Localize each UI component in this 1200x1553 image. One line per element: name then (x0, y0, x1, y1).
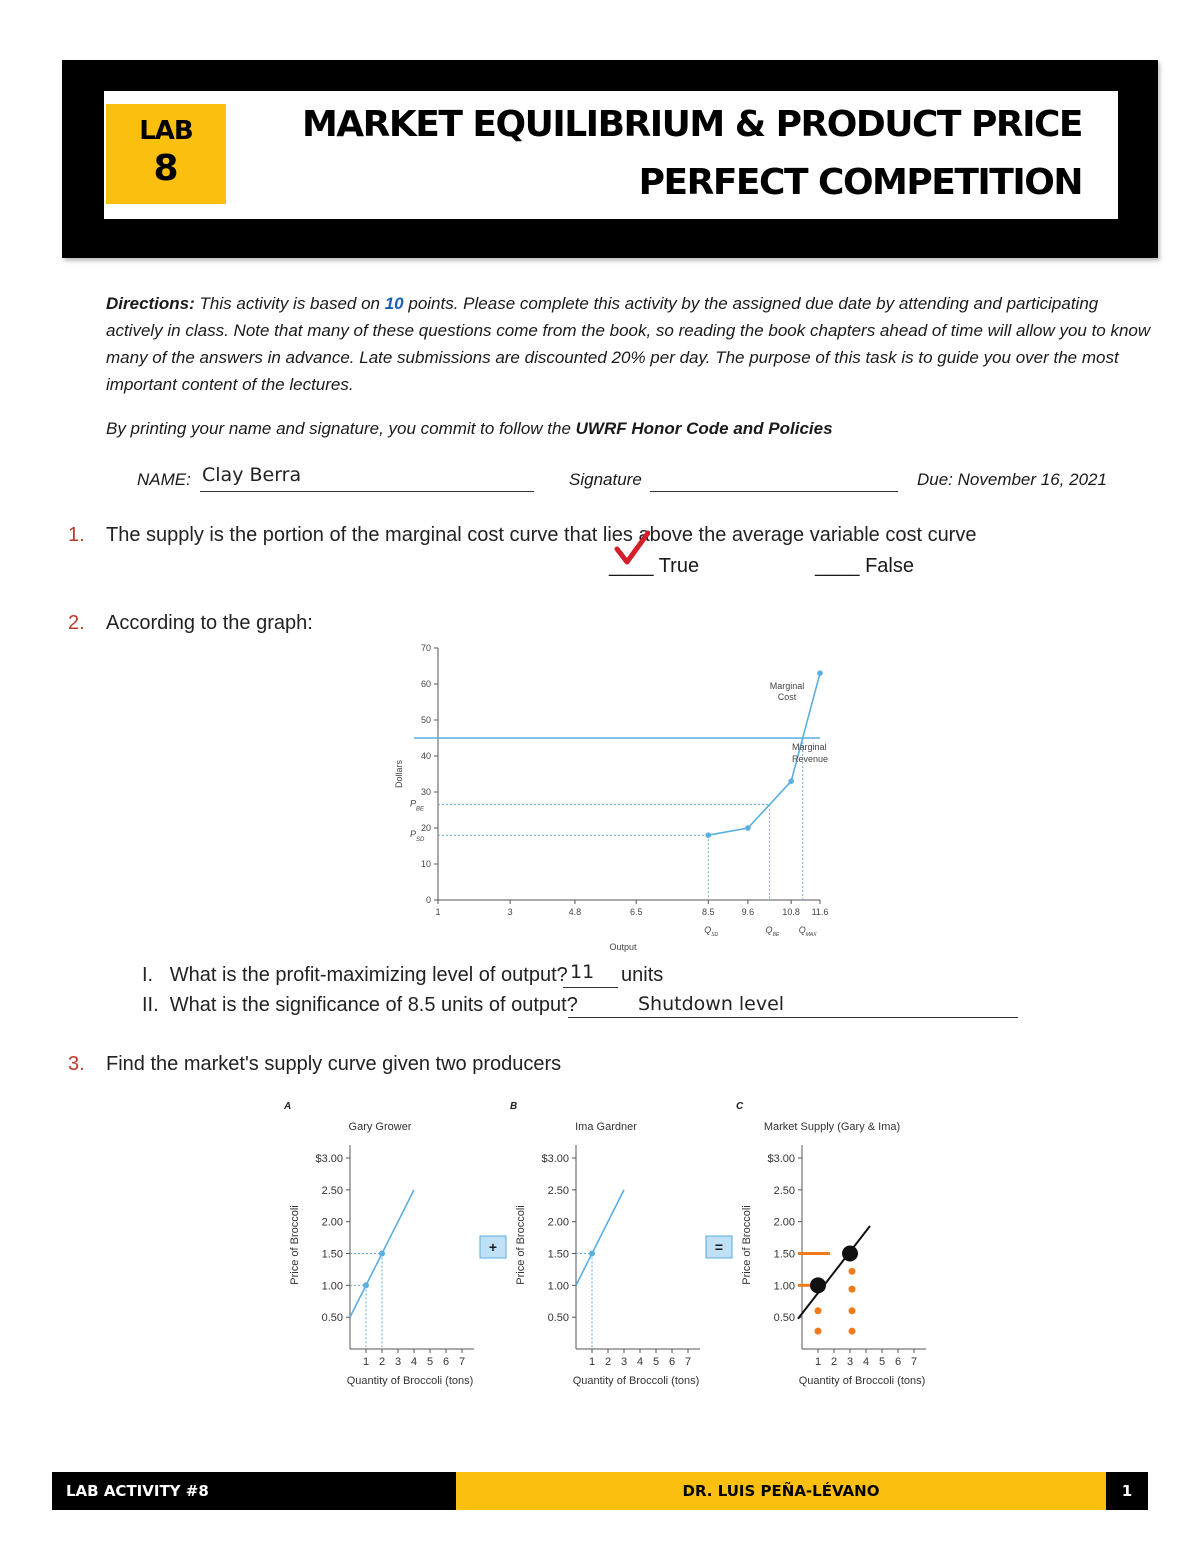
checkmark-icon (614, 530, 650, 568)
supply-point (379, 1251, 385, 1257)
q2-sub2-answer-field[interactable] (568, 992, 1018, 1018)
footer-author: DR. LUIS PEÑA-LÉVANO (456, 1472, 1106, 1510)
equals-operator (706, 1236, 732, 1258)
y-tick-label: 1.00 (773, 1280, 795, 1293)
mc-mr-chart (380, 636, 850, 960)
y-tick-label: 0.50 (547, 1312, 569, 1325)
x-tick-label: 4 (636, 1356, 644, 1368)
directions-text-b: points. Please complete this activity by the assigned due date by attending and participating actively in class. Note that many of these questions come from the book, so reading the book chapters ahead of time will allow you to know many of the answers in advance. Late submissions are discounted 20% per day. The purpose of this task is to guide you over the most important content of the lectures. (106, 294, 1151, 394)
directions-paragraph (106, 290, 1152, 398)
panel-B (510, 1101, 700, 1387)
q2-sub1-text: What is the profit-maximizing level of output? (169, 964, 568, 986)
x-tick-label: 6 (442, 1356, 450, 1368)
lab-word: LAB (139, 116, 193, 146)
price-marker-label: $P_{SD}$ (410, 829, 425, 844)
panel-title: Ima Gardner (575, 1121, 637, 1133)
output-marker-subscript: MAX (805, 932, 817, 938)
x-tick-label: 8.5 (702, 907, 715, 917)
plus-sign: + (488, 1239, 498, 1255)
x-tick-label: 11.6 (811, 907, 829, 917)
x-tick-label: 6 (668, 1356, 676, 1368)
market-supply-point (842, 1246, 858, 1262)
q2-sub2-answer: Shutdown level (638, 993, 785, 1015)
q1-text: The supply is the portion of the marginal cost curve that lies above the average variable cost curve (106, 524, 977, 546)
plus-operator (480, 1236, 506, 1258)
y-tick-label: 70 (420, 643, 431, 653)
hand-dot (815, 1328, 822, 1335)
q2-sub1 (142, 964, 568, 987)
lab-number: 8 (153, 148, 179, 189)
y-tick-label: 2.50 (773, 1184, 795, 1197)
page-title-line-2: PERFECT COMPETITION (638, 162, 1082, 203)
y-tick-label: 2.00 (773, 1216, 795, 1229)
hand-dot (849, 1268, 856, 1275)
x-tick-label: 5 (426, 1356, 434, 1368)
marginal-cost-point (745, 825, 751, 831)
supply-point (589, 1251, 595, 1257)
y-tick-label: 2.00 (547, 1216, 569, 1229)
broccoli-supply-charts (270, 1090, 950, 1396)
y-tick-label: $3.00 (767, 1153, 795, 1165)
x-tick-label: 4 (862, 1356, 870, 1368)
panel-A (283, 1101, 474, 1387)
market-supply-point (810, 1277, 826, 1293)
y-tick-label: 2.50 (321, 1184, 343, 1197)
q1-false-label: False (865, 555, 914, 577)
y-tick-label: 2.50 (547, 1184, 569, 1197)
marginal-revenue-label-2: Revenue (792, 754, 829, 764)
x-axis-label: Quantity of Broccoli (tons) (572, 1375, 700, 1387)
x-tick-label: 10.8 (782, 907, 800, 917)
honor-statement (106, 419, 833, 439)
marginal-cost-point (788, 778, 794, 784)
x-tick-label: 5 (878, 1356, 886, 1368)
q1-true-blank: ____ (609, 555, 654, 577)
hand-dot (815, 1307, 822, 1314)
y-tick-label: 0 (425, 895, 431, 905)
y-tick-label: 10 (420, 859, 431, 869)
marginal-cost-label-2: Cost (777, 692, 797, 702)
y-tick-label: 40 (420, 751, 431, 761)
price-marker-subscript: SD (416, 837, 425, 844)
page-title-line-1: MARKET EQUILIBRIUM & PRODUCT PRICE (301, 104, 1082, 145)
output-marker-label: $Q_{MAX}$ (798, 925, 817, 938)
y-tick-label: 0.50 (773, 1312, 795, 1325)
y-tick-label: 30 (420, 787, 431, 797)
panel-letter: B (510, 1101, 518, 1112)
y-tick-label: 60 (420, 679, 431, 689)
y-axis-label: Price of Broccoli (515, 1205, 527, 1285)
marginal-cost-label-1: Marginal (769, 681, 805, 691)
y-tick-label: 1.50 (547, 1248, 569, 1261)
q1-false-blank: ____ (815, 555, 860, 577)
q3-number: 3. (68, 1053, 85, 1075)
q1-false-option[interactable] (815, 555, 914, 578)
x-tick-label: 2 (604, 1356, 612, 1368)
x-tick-label: 5 (652, 1356, 660, 1368)
x-tick-label: 1 (435, 907, 441, 917)
x-tick-label: 7 (910, 1356, 918, 1368)
output-marker-subscript: SD (711, 932, 719, 938)
points-value: 10 (384, 294, 404, 313)
q1-true-label: True (658, 555, 700, 577)
x-tick-label: 2 (378, 1356, 386, 1368)
panel-letter: A (284, 1101, 292, 1112)
name-value: Clay Berra (202, 464, 302, 486)
x-tick-label: 3 (846, 1356, 854, 1368)
y-tick-label: 50 (420, 715, 431, 725)
y-tick-label: 1.00 (321, 1280, 343, 1293)
x-axis-label: Quantity of Broccoli (tons) (798, 1375, 926, 1387)
q1-number: 1. (68, 524, 85, 546)
q2-text: According to the graph: (106, 612, 313, 634)
signature-field[interactable] (650, 468, 898, 492)
q3-text: Find the market's supply curve given two producers (106, 1053, 562, 1075)
x-tick-label: 3 (620, 1356, 628, 1368)
panel-letter: C (736, 1101, 744, 1112)
panel-C (736, 1101, 926, 1387)
output-marker-subscript: BE (772, 932, 780, 938)
price-marker-label: $P_{BE}$ (410, 798, 425, 813)
output-marker-label: $Q_{BE}$ (765, 925, 780, 938)
price-marker-subscript: BE (416, 806, 425, 813)
y-axis-label: Price of Broccoli (741, 1205, 753, 1285)
footer (52, 1472, 1148, 1510)
y-tick-label: 2.00 (321, 1216, 343, 1229)
directions-label: Directions: (106, 294, 195, 313)
x-tick-label: 3 (394, 1356, 402, 1368)
q2-sub1-label: I. (142, 964, 154, 986)
directions-text-a: This activity is based on (194, 294, 385, 313)
q2-sub1-unit: units (621, 964, 664, 986)
x-tick-label: 9.6 (741, 907, 755, 917)
x-tick-label: 6.5 (629, 907, 643, 917)
x-tick-label: 6 (894, 1356, 902, 1368)
marginal-cost-point (817, 670, 823, 676)
hand-dot (849, 1307, 856, 1314)
y-tick-label: $3.00 (541, 1153, 569, 1165)
q2-sub1-answer: 11 (570, 961, 595, 983)
y-axis-label: Price of Broccoli (289, 1205, 301, 1285)
honor-code-bold: UWRF Honor Code and Policies (575, 419, 833, 438)
y-tick-label: 1.00 (547, 1280, 569, 1293)
y-axis-label: Dollars (394, 759, 404, 789)
x-axis-label: Quantity of Broccoli (tons) (346, 1375, 474, 1387)
x-tick-label: 7 (458, 1356, 466, 1368)
panel-title: Gary Grower (348, 1121, 412, 1133)
x-tick-label: 1 (588, 1356, 596, 1368)
q2-sub2-label: II. (142, 994, 159, 1016)
x-tick-label: 1 (362, 1356, 370, 1368)
name-label: NAME: (137, 470, 191, 489)
y-tick-label: $3.00 (315, 1153, 343, 1165)
y-tick-label: 20 (420, 823, 431, 833)
footer-activity: LAB ACTIVITY #8 (52, 1472, 456, 1510)
marginal-cost-point (705, 832, 711, 838)
lab-badge (104, 102, 228, 206)
due-date: Due: November 16, 2021 (917, 470, 1107, 489)
x-tick-label: 2 (830, 1356, 838, 1368)
y-tick-label: 0.50 (321, 1312, 343, 1325)
q2-sub2-text: What is the significance of 8.5 units of output? (169, 994, 578, 1016)
honor-text: By printing your name and signature, you commit to follow the (106, 419, 576, 438)
q2-number: 2. (68, 612, 85, 634)
hand-dot (849, 1286, 856, 1293)
x-tick-label: 4 (410, 1356, 418, 1368)
output-marker-label: $Q_{SD}$ (704, 925, 719, 938)
supply-point (363, 1282, 369, 1288)
supply-line (576, 1190, 624, 1286)
q2-sub2 (142, 994, 578, 1017)
equals-sign: = (714, 1239, 724, 1255)
marginal-revenue-label-1: Marginal (792, 742, 827, 752)
hand-dot (849, 1328, 856, 1335)
footer-page-number: 1 (1106, 1472, 1148, 1510)
signature-label: Signature (569, 470, 642, 489)
x-tick-label: 7 (684, 1356, 692, 1368)
y-tick-label: 1.50 (321, 1248, 343, 1261)
x-axis-label: Output (609, 942, 637, 952)
x-tick-label: 3 (507, 907, 513, 917)
panel-title: Market Supply (Gary & Ima) (763, 1121, 901, 1133)
y-tick-label: 1.50 (773, 1248, 795, 1261)
x-tick-label: 4.8 (568, 907, 582, 917)
x-tick-label: 1 (814, 1356, 822, 1368)
market-supply-line (798, 1226, 870, 1319)
